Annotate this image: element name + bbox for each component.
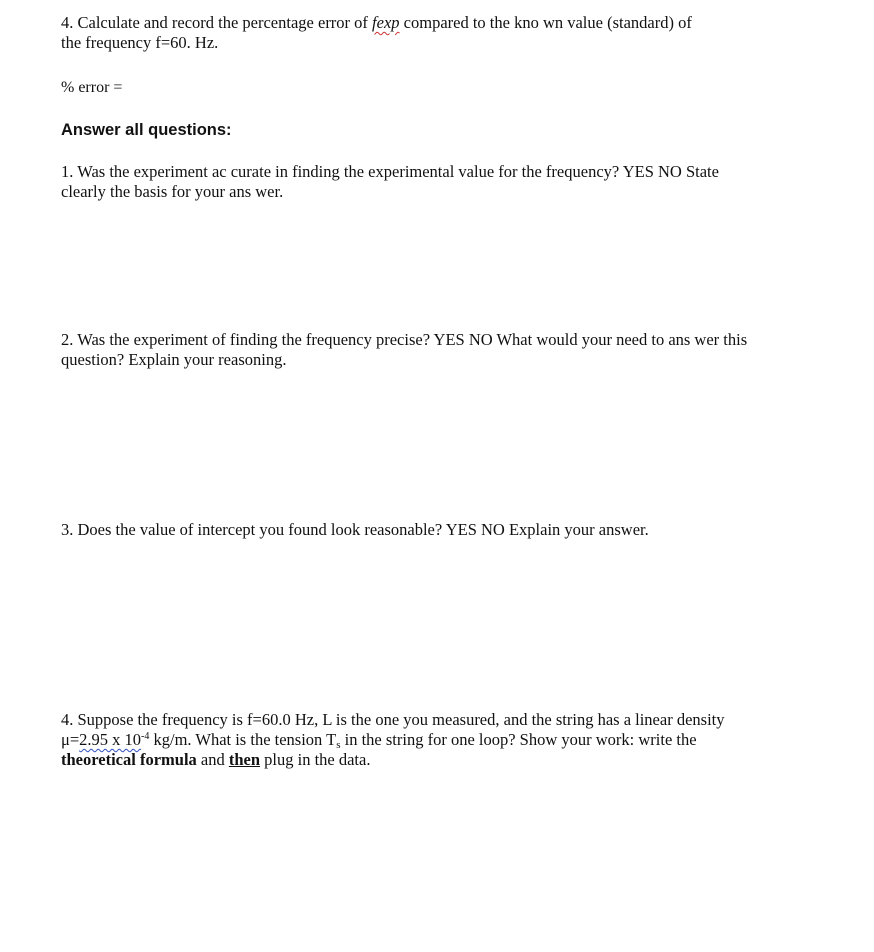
question-1-line1: 1. Was the experiment ac curate in finding the experimental value for the frequency? YES NO State (61, 162, 719, 181)
question-3 (61, 520, 831, 540)
answer-heading: Answer all questions: (61, 121, 232, 139)
question-percent-error (61, 13, 831, 53)
question-text: in the string for one loop? Show your work: write the (340, 730, 697, 749)
theoretical-formula-text: theoretical formula (61, 750, 197, 769)
question-4-line2 (61, 730, 831, 750)
mu-symbol: μ= (61, 730, 80, 749)
question-2-line2: question? Explain your reasoning. (61, 350, 287, 369)
linear-density-value: 2.95 x 10 (79, 730, 142, 749)
tension-subscript: s (336, 739, 341, 751)
f-exp-symbol: fexp (372, 13, 400, 32)
question-4-line3 (61, 750, 831, 770)
question-text: kg/m. What is the tension T (149, 730, 337, 749)
question-1 (61, 162, 831, 202)
question-text: 4. Calculate and record the percentage error of (61, 13, 373, 32)
exponent: -4 (141, 731, 150, 742)
question-1-line2: clearly the basis for your ans wer. (61, 182, 284, 201)
percent-error-label: % error = (61, 79, 123, 96)
question-2-line1: 2. Was the experiment of finding the frequency precise? YES NO What would your need to ans wer this (61, 330, 748, 349)
question-percent-error-line1 (61, 13, 831, 33)
question-4 (61, 710, 831, 770)
question-percent-error-line2: the frequency f=60. Hz. (61, 33, 219, 52)
question-text: plug in the data. (260, 750, 371, 769)
then-text: then (228, 750, 261, 769)
question-4-line1: 4. Suppose the frequency is f=60.0 Hz, L is the one you measured, and the string has a linear density (61, 710, 725, 729)
question-2 (61, 330, 831, 370)
question-text: and (196, 750, 229, 769)
question-3-line1: 3. Does the value of intercept you found look reasonable? YES NO Explain your answer. (61, 520, 649, 539)
question-text: compared to the kno wn value (standard) of (399, 13, 692, 32)
